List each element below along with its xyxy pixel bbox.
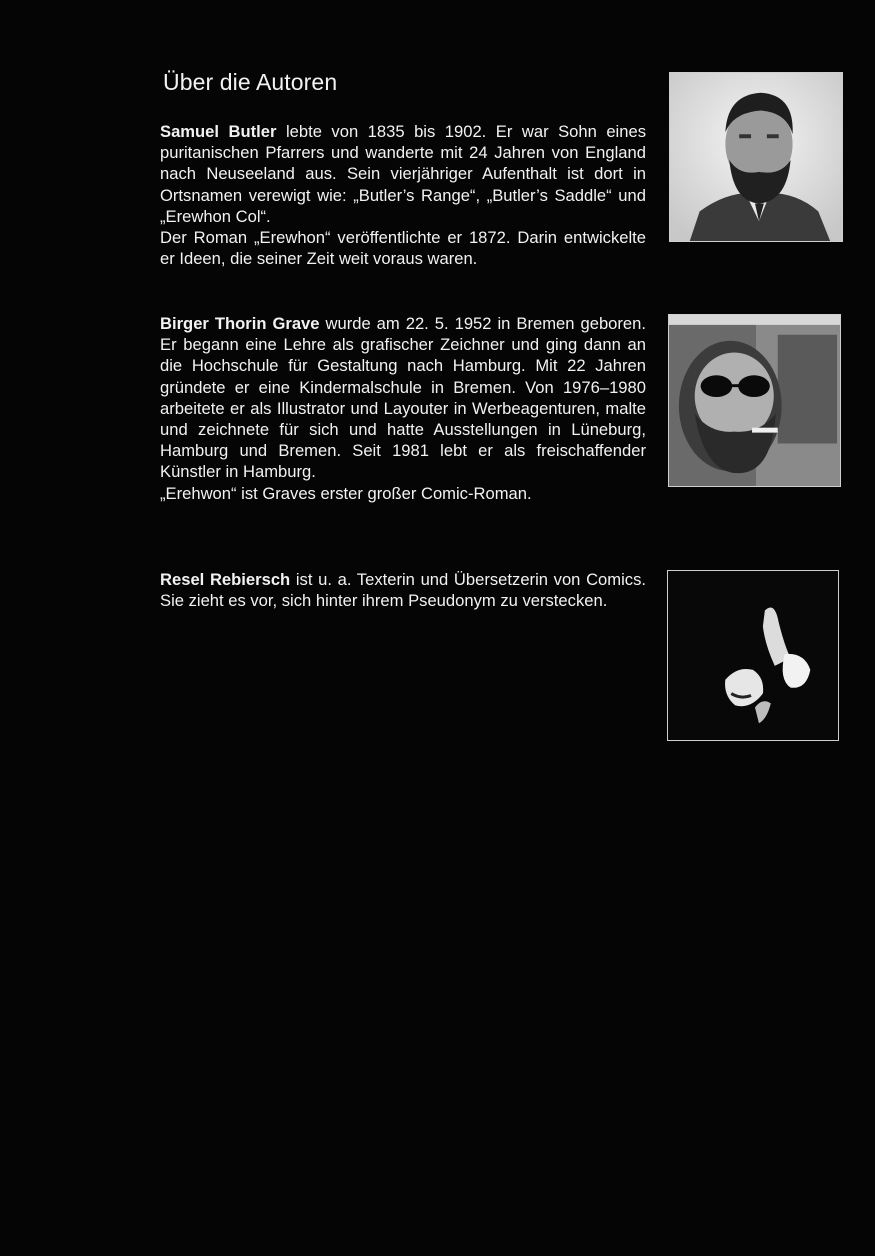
author-name: Samuel Butler [160,122,277,141]
author-bio-butler [160,121,646,269]
author-bio-text: lebte von 1835 bis 1902. Er war Sohn eines puritanischen Pfarrers und wanderte mit 24 Jahren von England nach Neuseeland aus. Sein vierjähriger Aufenthalt ist dort in Ortsnamen verewigt wie: „Butler’s Range“, „Butler’s Saddle“ und „Erewhon Col“. [160,122,646,226]
author-name: Resel Rebiersch [160,570,291,589]
author-photo-grave [668,314,841,487]
author-bio-grave [160,313,646,504]
author-bio-rebiersch [160,569,646,611]
author-name: Birger Thorin Grave [160,314,320,333]
author-bio-text: wurde am 22. 5. 1952 in Bremen geboren. Er begann eine Lehre als grafischer Zeichner und ging dann an die Hochschule für Gestaltung nach Hamburg. Mit 22 Jahren gründete er eine Kindermalschule in Bremen. Von 1976–1980 arbeitete er als Illustrator und Layouter in Werbeagenturen, malte und zeichnete für sich und hatte Ausstellungen in Lüneburg, Hamburg und Bremen. Seit 1981 lebt er als freischaffender Künstler in Hamburg. [160,314,646,482]
page-title: Über die Autoren [163,69,338,95]
author-photo-rebiersch [667,570,839,741]
author-bio-text-2: „Erehwon“ ist Graves erster großer Comic-Roman. [160,483,532,503]
author-bio-text: ist u. a. Texterin und Übersetzerin von Comics. Sie zieht es vor, sich hinter ihrem Pseudonym zu verstecken. [160,570,646,611]
author-photo-butler [669,72,843,242]
author-bio-text-2: Der Roman „Erewhon“ veröffentlichte er 1872. Darin entwickelte er Ideen, die seiner Zeit weit voraus waren. [160,228,646,269]
